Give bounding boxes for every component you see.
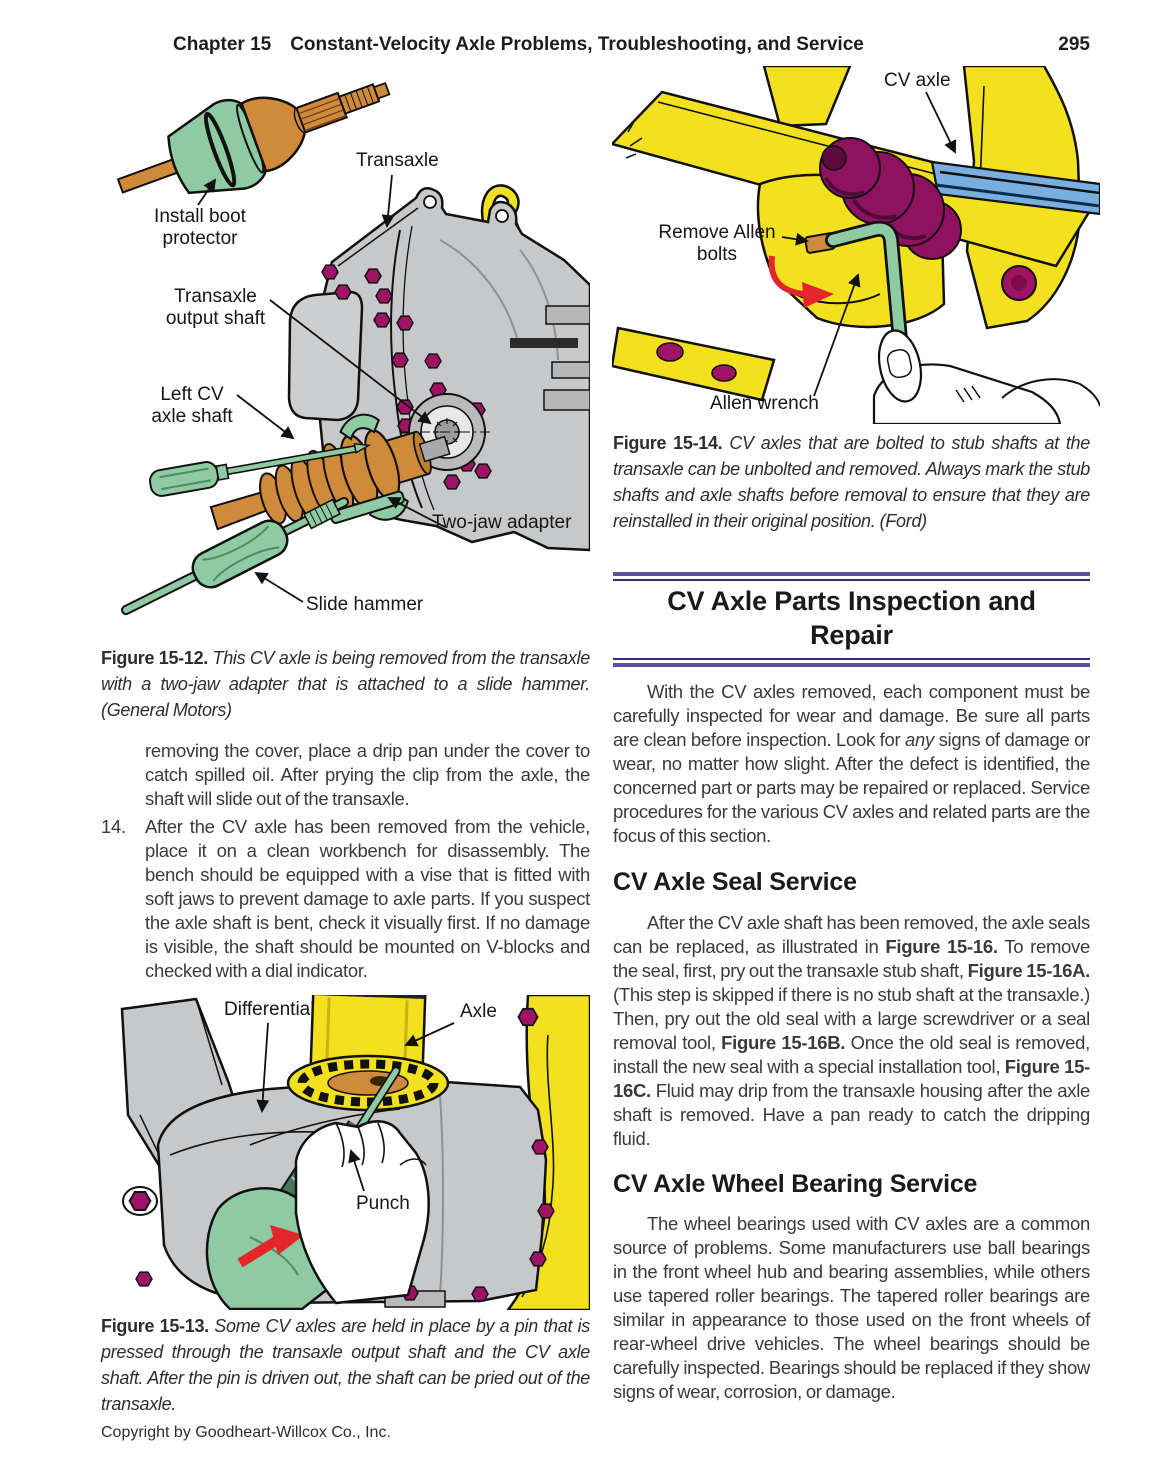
copyright-notice: Copyright by Goodheart-Willcox Co., Inc.	[101, 1424, 391, 1441]
label-slide-hammer: Slide hammer	[306, 594, 424, 615]
side-cover	[289, 292, 362, 420]
label-left-cv-axle-shaft: Left CV axle shaft	[151, 384, 233, 427]
figure-15-14-caption-text: CV axles that are bolted to stub shafts at the transaxle can be unbolted and removed. Always mark the stub shafts and axle shafts before removal to ensure that they are reinstalled in their original position. (Ford)	[613, 433, 1090, 531]
seal-service-paragraph: After the CV axle shaft has been removed, the axle seals can be replaced, as illustrated in Figure 15-16. To remove the seal, first, pry out the transaxle stub shaft, Figure 15-16A. (This step is skipped if there is no stub shaft at the transaxle.) Then, pry out the old seal with a large screwdriver or a seal removal tool, Figure 15-16B. Once the old seal is removed, install the new seal with a special installation tool, Figure 15-16C. Fluid may drip from the transaxle housing after the axle shaft is removed. Have a pan ready to catch the dripping fluid.	[613, 912, 1090, 1149]
figure-15-14-caption	[613, 430, 1090, 534]
page-number: 295	[1058, 34, 1090, 55]
paragraph-continuation: removing the cover, place a drip pan under the cover to catch spilled oil. After prying the clip from the axle, the shaft will slide out of the transaxle.	[145, 740, 590, 809]
list-item-14-number: 14.	[101, 816, 126, 837]
figure-15-12-caption-text: This CV axle is being removed from the transaxle with a two-jaw adapter that is attached to a slide hammer. (General Motors)	[101, 648, 590, 720]
figure-15-12-caption	[101, 645, 590, 723]
label-differential: Differential	[224, 999, 315, 1020]
section-heading-line1: CV Axle Parts Inspection and	[667, 586, 1036, 616]
label-punch: Punch	[356, 1193, 410, 1214]
label-transaxle-output-shaft: Transaxle output shaft	[165, 286, 266, 329]
section-heading	[613, 584, 1090, 652]
label-two-jaw-adapter: Two-jaw adapter	[432, 512, 572, 533]
label-transaxle: Transaxle	[356, 150, 439, 171]
label-remove-allen-bolts: Remove Allen bolts	[658, 222, 776, 265]
chapter-title: Constant-Velocity Axle Problems, Troubleshooting, and Service	[290, 34, 864, 55]
inspection-paragraph: With the CV axles removed, each component must be carefully inspected for wear and damage. Be sure all parts are clean before inspection. Look for any signs of damage or wear, no matter how slight. After the defect is identified, the concerned part or parts may be repaired or replaced. Service procedures for the various CV axles and related parts are the focus of this section.	[613, 681, 1091, 846]
figure-15-13	[100, 995, 590, 1310]
wheel-bearing-paragraph: The wheel bearings used with CV axles are a common source of problems. Some manufacturers use ball bearings in the front wheel hub and bearing assemblies, while others use tapered roller bearings. The tapered roller bearings are similar in appearance to those used on the front wheels of rear-wheel drive vehicles. The wheel bearings should be carefully inspected. Bearings should be replaced if they show signs of wear, corrosion, or damage.	[613, 1213, 1090, 1402]
label-install-boot-protector: Install boot protector	[154, 206, 246, 249]
seal-service-heading: CV Axle Seal Service	[613, 868, 857, 896]
figure-15-14-caption-label: Figure 15-14.	[613, 433, 723, 453]
list-item-14	[101, 815, 590, 983]
chapter-label: Chapter 15	[173, 34, 272, 55]
running-head	[0, 34, 1156, 56]
lower-bar	[612, 328, 774, 400]
list-item-14-text: After the CV axle has been removed from the vehicle, place it on a clean workbench for disassembly. The bench should be equipped with a vise that is fitted with soft jaws to prevent damage to axle parts. If you suspect the axle shaft is bent, check it visually first. If no damage is visible, the shaft should be mounted on V-blocks and checked with a dial indicator.	[145, 816, 590, 981]
section-heading-line2: Repair	[810, 620, 893, 650]
figure-15-13-illustration	[100, 995, 590, 1310]
label-allen-wrench: Allen wrench	[710, 393, 819, 414]
label-cv-axle: CV axle	[884, 70, 951, 91]
section-rule-bottom	[613, 658, 1090, 667]
wheel-bearing-heading: CV Axle Wheel Bearing Service	[613, 1170, 978, 1198]
figure-15-14	[612, 66, 1100, 424]
label-axle: Axle	[460, 1001, 497, 1022]
hand	[873, 327, 1100, 424]
figure-15-12	[100, 80, 590, 646]
figure-15-13-caption	[101, 1313, 590, 1417]
figure-15-12-illustration	[100, 80, 590, 646]
figure-15-13-caption-label: Figure 15-13.	[101, 1316, 209, 1336]
figure-15-12-caption-label: Figure 15-12.	[101, 648, 208, 668]
upper-arm	[764, 66, 850, 126]
figure-15-13-caption-text: Some CV axles are held in place by a pin that is pressed through the transaxle output shaft and the CV axle shaft. After the pin is driven out, the shaft can be pried out of the transaxle.	[101, 1316, 590, 1414]
section-rule-top	[613, 572, 1090, 581]
